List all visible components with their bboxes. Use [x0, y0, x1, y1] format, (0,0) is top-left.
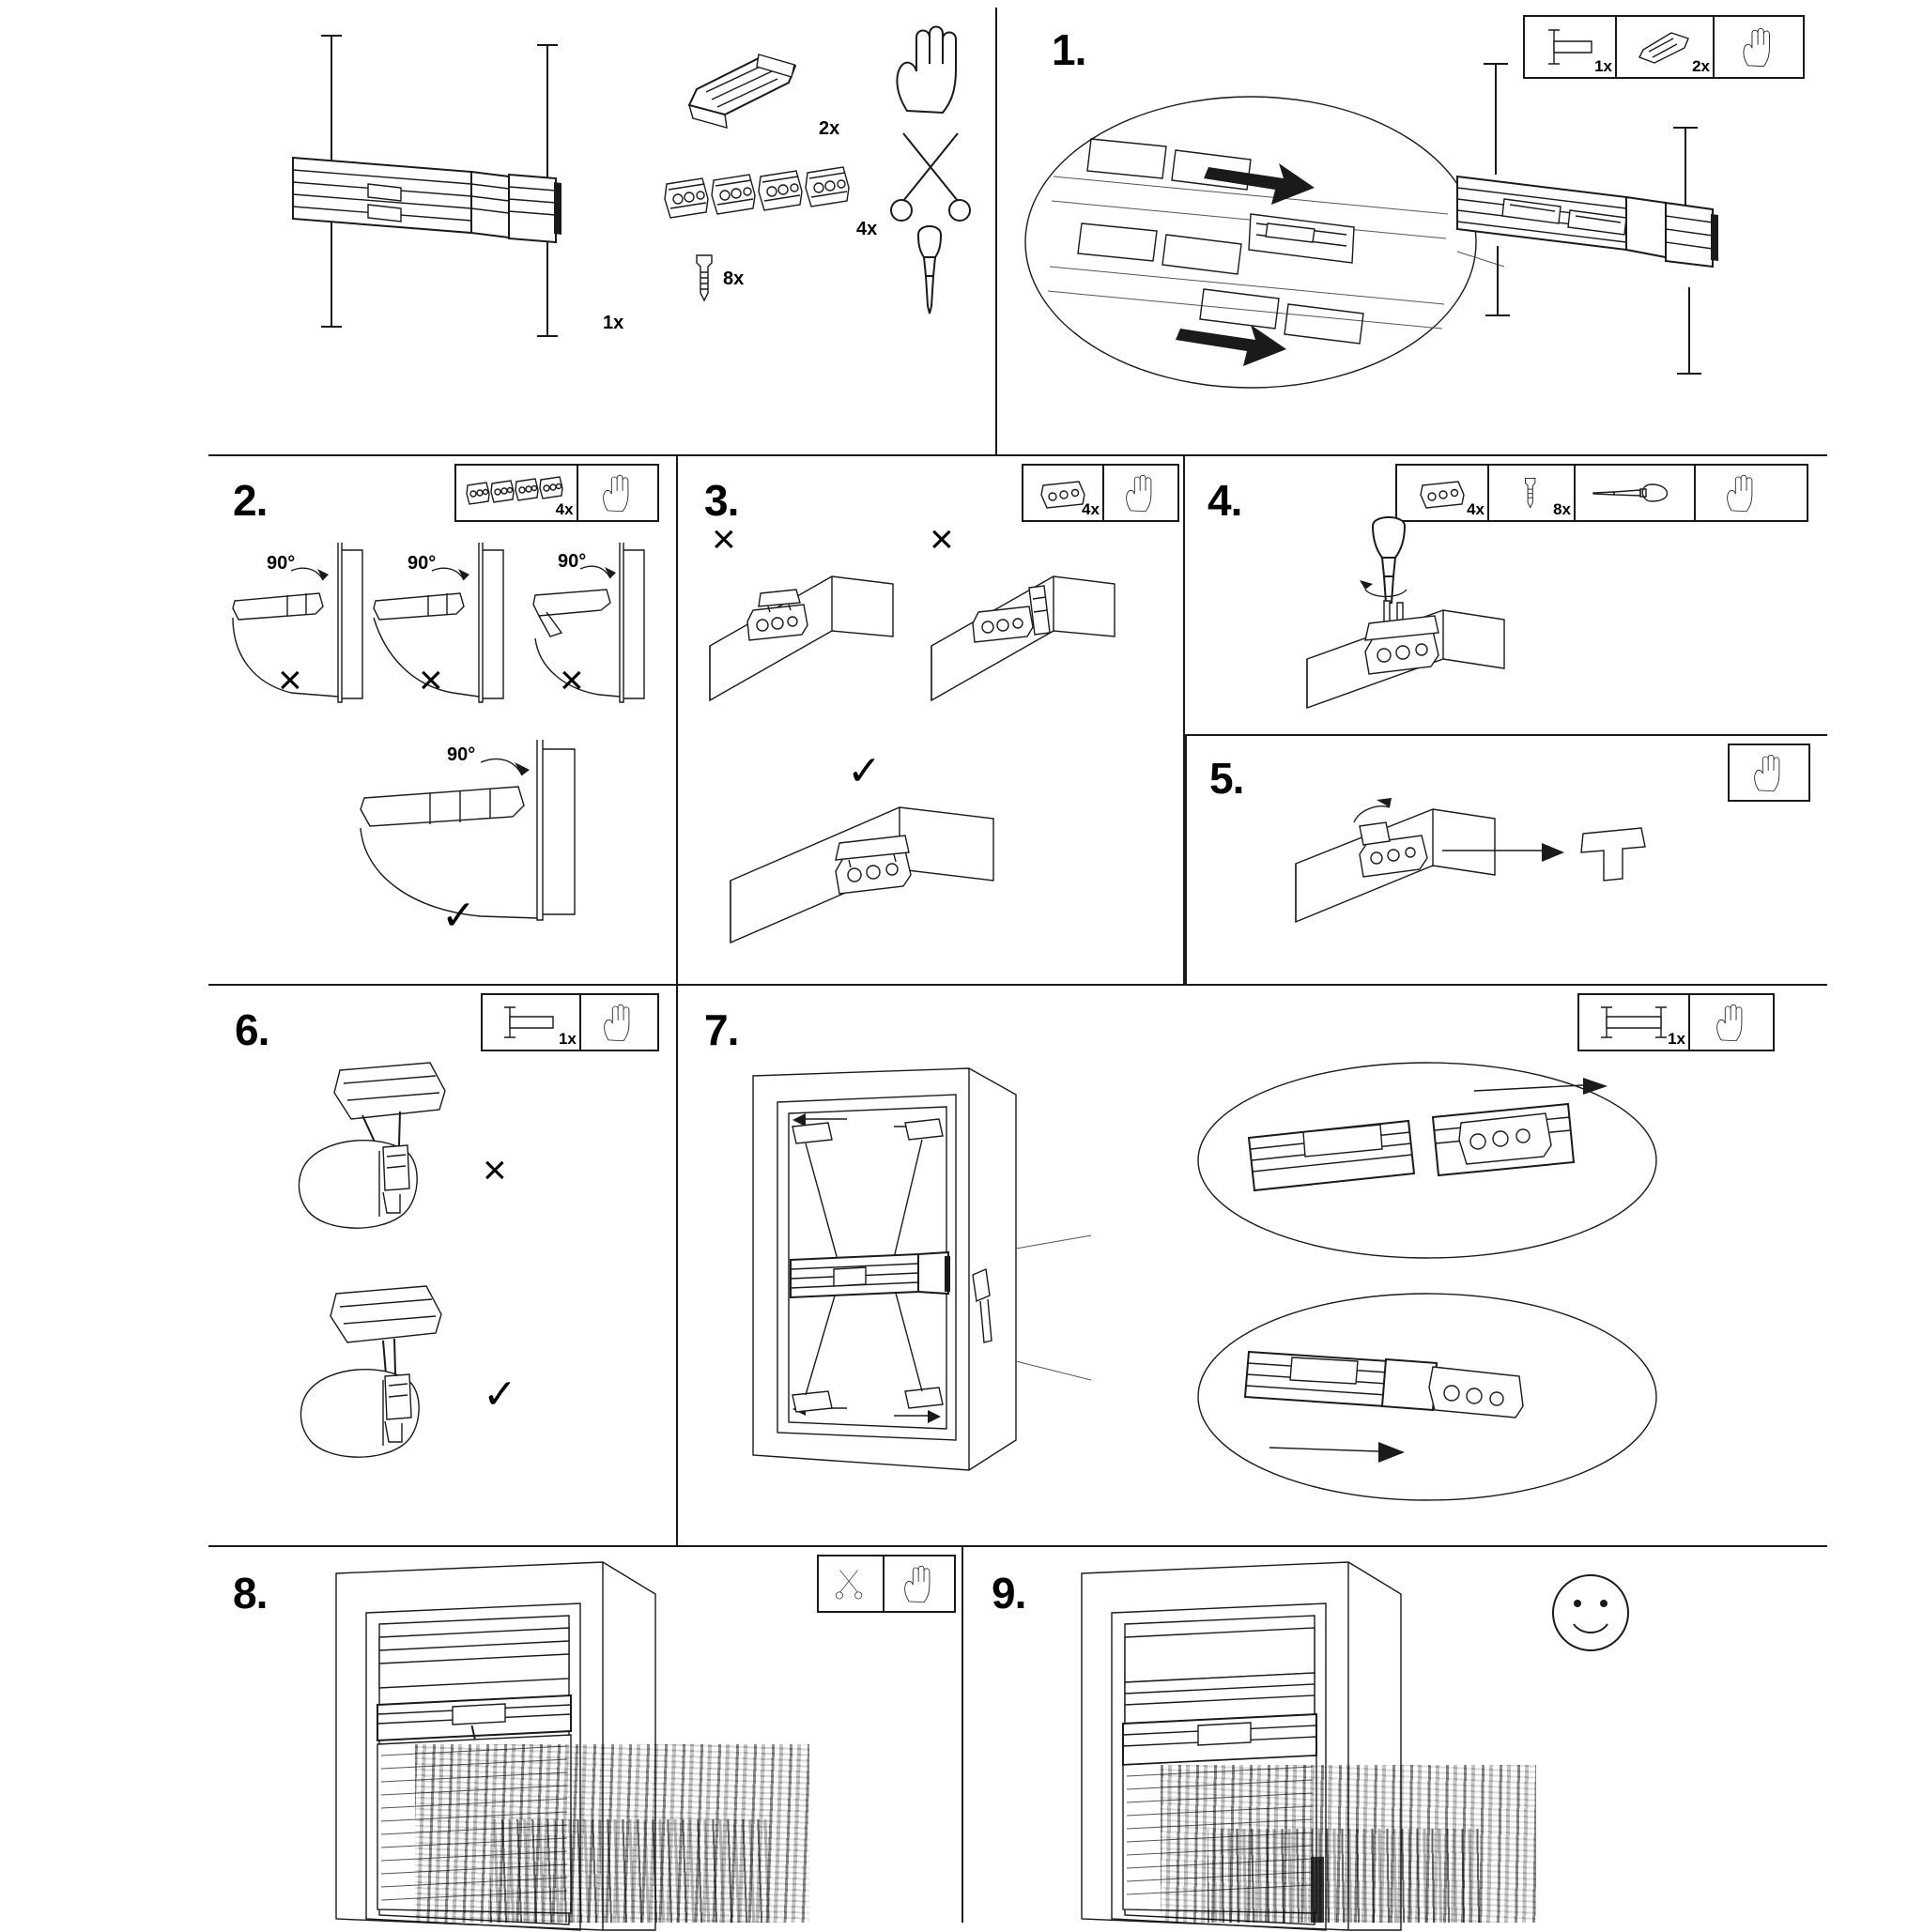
scissors-icon — [885, 128, 988, 222]
toolcell-bracket — [1397, 466, 1487, 520]
hand-icon — [1722, 470, 1761, 515]
qty-bracket: 4x — [1082, 500, 1100, 518]
bracket-icon — [464, 476, 569, 510]
hand-icon — [885, 17, 978, 120]
step4-toolbox — [1395, 464, 1808, 522]
toolcell-bracket — [1023, 466, 1102, 520]
step3-wrong-b — [913, 560, 1147, 738]
panel-step-8 — [208, 1547, 963, 1923]
step4-drawing — [1279, 518, 1673, 730]
step-number-1: 1. — [1052, 25, 1086, 74]
step5-toolbox — [1728, 744, 1810, 802]
fabric-noise-8b — [490, 1819, 772, 1923]
mark-check-6: ✓ — [483, 1372, 517, 1418]
toolcell-hand — [883, 1556, 954, 1611]
step3-correct — [712, 790, 1050, 978]
panel-step-1 — [997, 8, 1827, 456]
fabric-noise-9c — [1311, 1857, 1324, 1923]
bracket-icon — [1415, 476, 1469, 510]
svg-text:90°: 90° — [267, 553, 296, 574]
step-number-2: 2. — [233, 476, 268, 525]
screwdriver-icon — [886, 220, 980, 323]
hand-icon — [1712, 1000, 1751, 1045]
step1-blind-drawing — [1392, 45, 1805, 439]
step-number-7: 7. — [704, 1005, 739, 1054]
toolcell-hand — [579, 995, 657, 1050]
panel-step-7 — [678, 986, 1827, 1547]
screw-icon — [1519, 470, 1544, 515]
step-number-6: 6. — [235, 1005, 269, 1054]
blind-unit-drawing — [227, 17, 622, 392]
hand-icon — [599, 1000, 638, 1045]
toolcell-blind-unit — [1579, 995, 1688, 1050]
qty-blind: 1x — [1668, 1030, 1685, 1048]
step7-detail-bottom — [1192, 1286, 1681, 1511]
toolcell-hand — [577, 466, 657, 520]
qty-screw: 8x — [1553, 500, 1571, 518]
panel-step-3 — [678, 456, 1185, 986]
toolcell-blind-unit — [483, 995, 579, 1050]
panel-step-4 — [1185, 456, 1827, 736]
mark-x-3a: × — [712, 516, 736, 562]
mark-check-2: ✓ — [441, 893, 476, 939]
panel-step-6 — [208, 986, 678, 1547]
fabric-noise-9b — [1208, 1829, 1480, 1923]
hand-icon — [900, 1561, 939, 1606]
svg-text:90°: 90° — [558, 551, 587, 572]
mark-x-1: × — [278, 657, 302, 703]
step7-window-drawing — [734, 1061, 1223, 1511]
step-number-5: 5. — [1209, 754, 1244, 803]
step7-toolbox — [1577, 993, 1775, 1051]
tension-clip-drawing — [669, 38, 819, 141]
panel-step-9 — [963, 1547, 1827, 1923]
step2-correct-case — [349, 736, 612, 933]
step5-drawing — [1273, 789, 1705, 976]
toolcell-hand — [1694, 466, 1788, 520]
panel-parts-list — [208, 8, 997, 456]
step6-toolbox — [481, 993, 659, 1051]
hand-icon — [1121, 470, 1161, 515]
part-qty-bracket: 4x — [856, 219, 878, 239]
bracket-group-drawing — [659, 167, 856, 233]
step2-toolbox — [454, 464, 659, 522]
screw-drawing — [687, 250, 725, 306]
toolcell-bracket — [456, 466, 577, 520]
step3-toolbox — [1022, 464, 1179, 522]
svg-text:90°: 90° — [447, 744, 476, 765]
toolcell-hand — [1102, 466, 1177, 520]
step-number-9: 9. — [992, 1569, 1026, 1618]
mark-x-3: × — [560, 657, 584, 703]
step-number-8: 8. — [233, 1569, 268, 1618]
part-qty-clip: 2x — [819, 118, 840, 139]
toolcell-screwdriver — [1574, 466, 1694, 520]
panel-step-5 — [1185, 736, 1827, 986]
panel-step-2 — [208, 456, 678, 986]
step3-wrong-a — [691, 560, 916, 738]
svg-text:90°: 90° — [408, 553, 437, 574]
mark-x-6: × — [483, 1147, 507, 1193]
screwdriver-icon — [1586, 479, 1684, 507]
part-qty-blind: 1x — [603, 313, 624, 333]
step-number-3: 3. — [704, 476, 739, 525]
toolcell-hand — [1688, 995, 1773, 1050]
mark-x-2: × — [419, 657, 443, 703]
hand-icon — [1749, 750, 1789, 795]
qty-blind: 1x — [1594, 57, 1612, 75]
hand-icon — [598, 470, 638, 515]
toolcell-screw — [1487, 466, 1574, 520]
toolcell-hand — [1730, 745, 1808, 800]
mark-x-3b: × — [930, 516, 954, 562]
qty-blind: 1x — [558, 1030, 577, 1048]
blind-unit-icon — [1593, 1002, 1674, 1043]
mark-check-3: ✓ — [847, 748, 882, 794]
qty-clip: 2x — [1692, 57, 1710, 75]
step-number-4: 4. — [1208, 476, 1242, 525]
part-qty-screw: 8x — [723, 268, 745, 289]
blind-unit-icon — [497, 1002, 564, 1043]
qty-bracket: 4x — [555, 500, 574, 518]
qty-bracket: 4x — [1467, 500, 1485, 518]
step7-detail-top — [1192, 1059, 1681, 1265]
